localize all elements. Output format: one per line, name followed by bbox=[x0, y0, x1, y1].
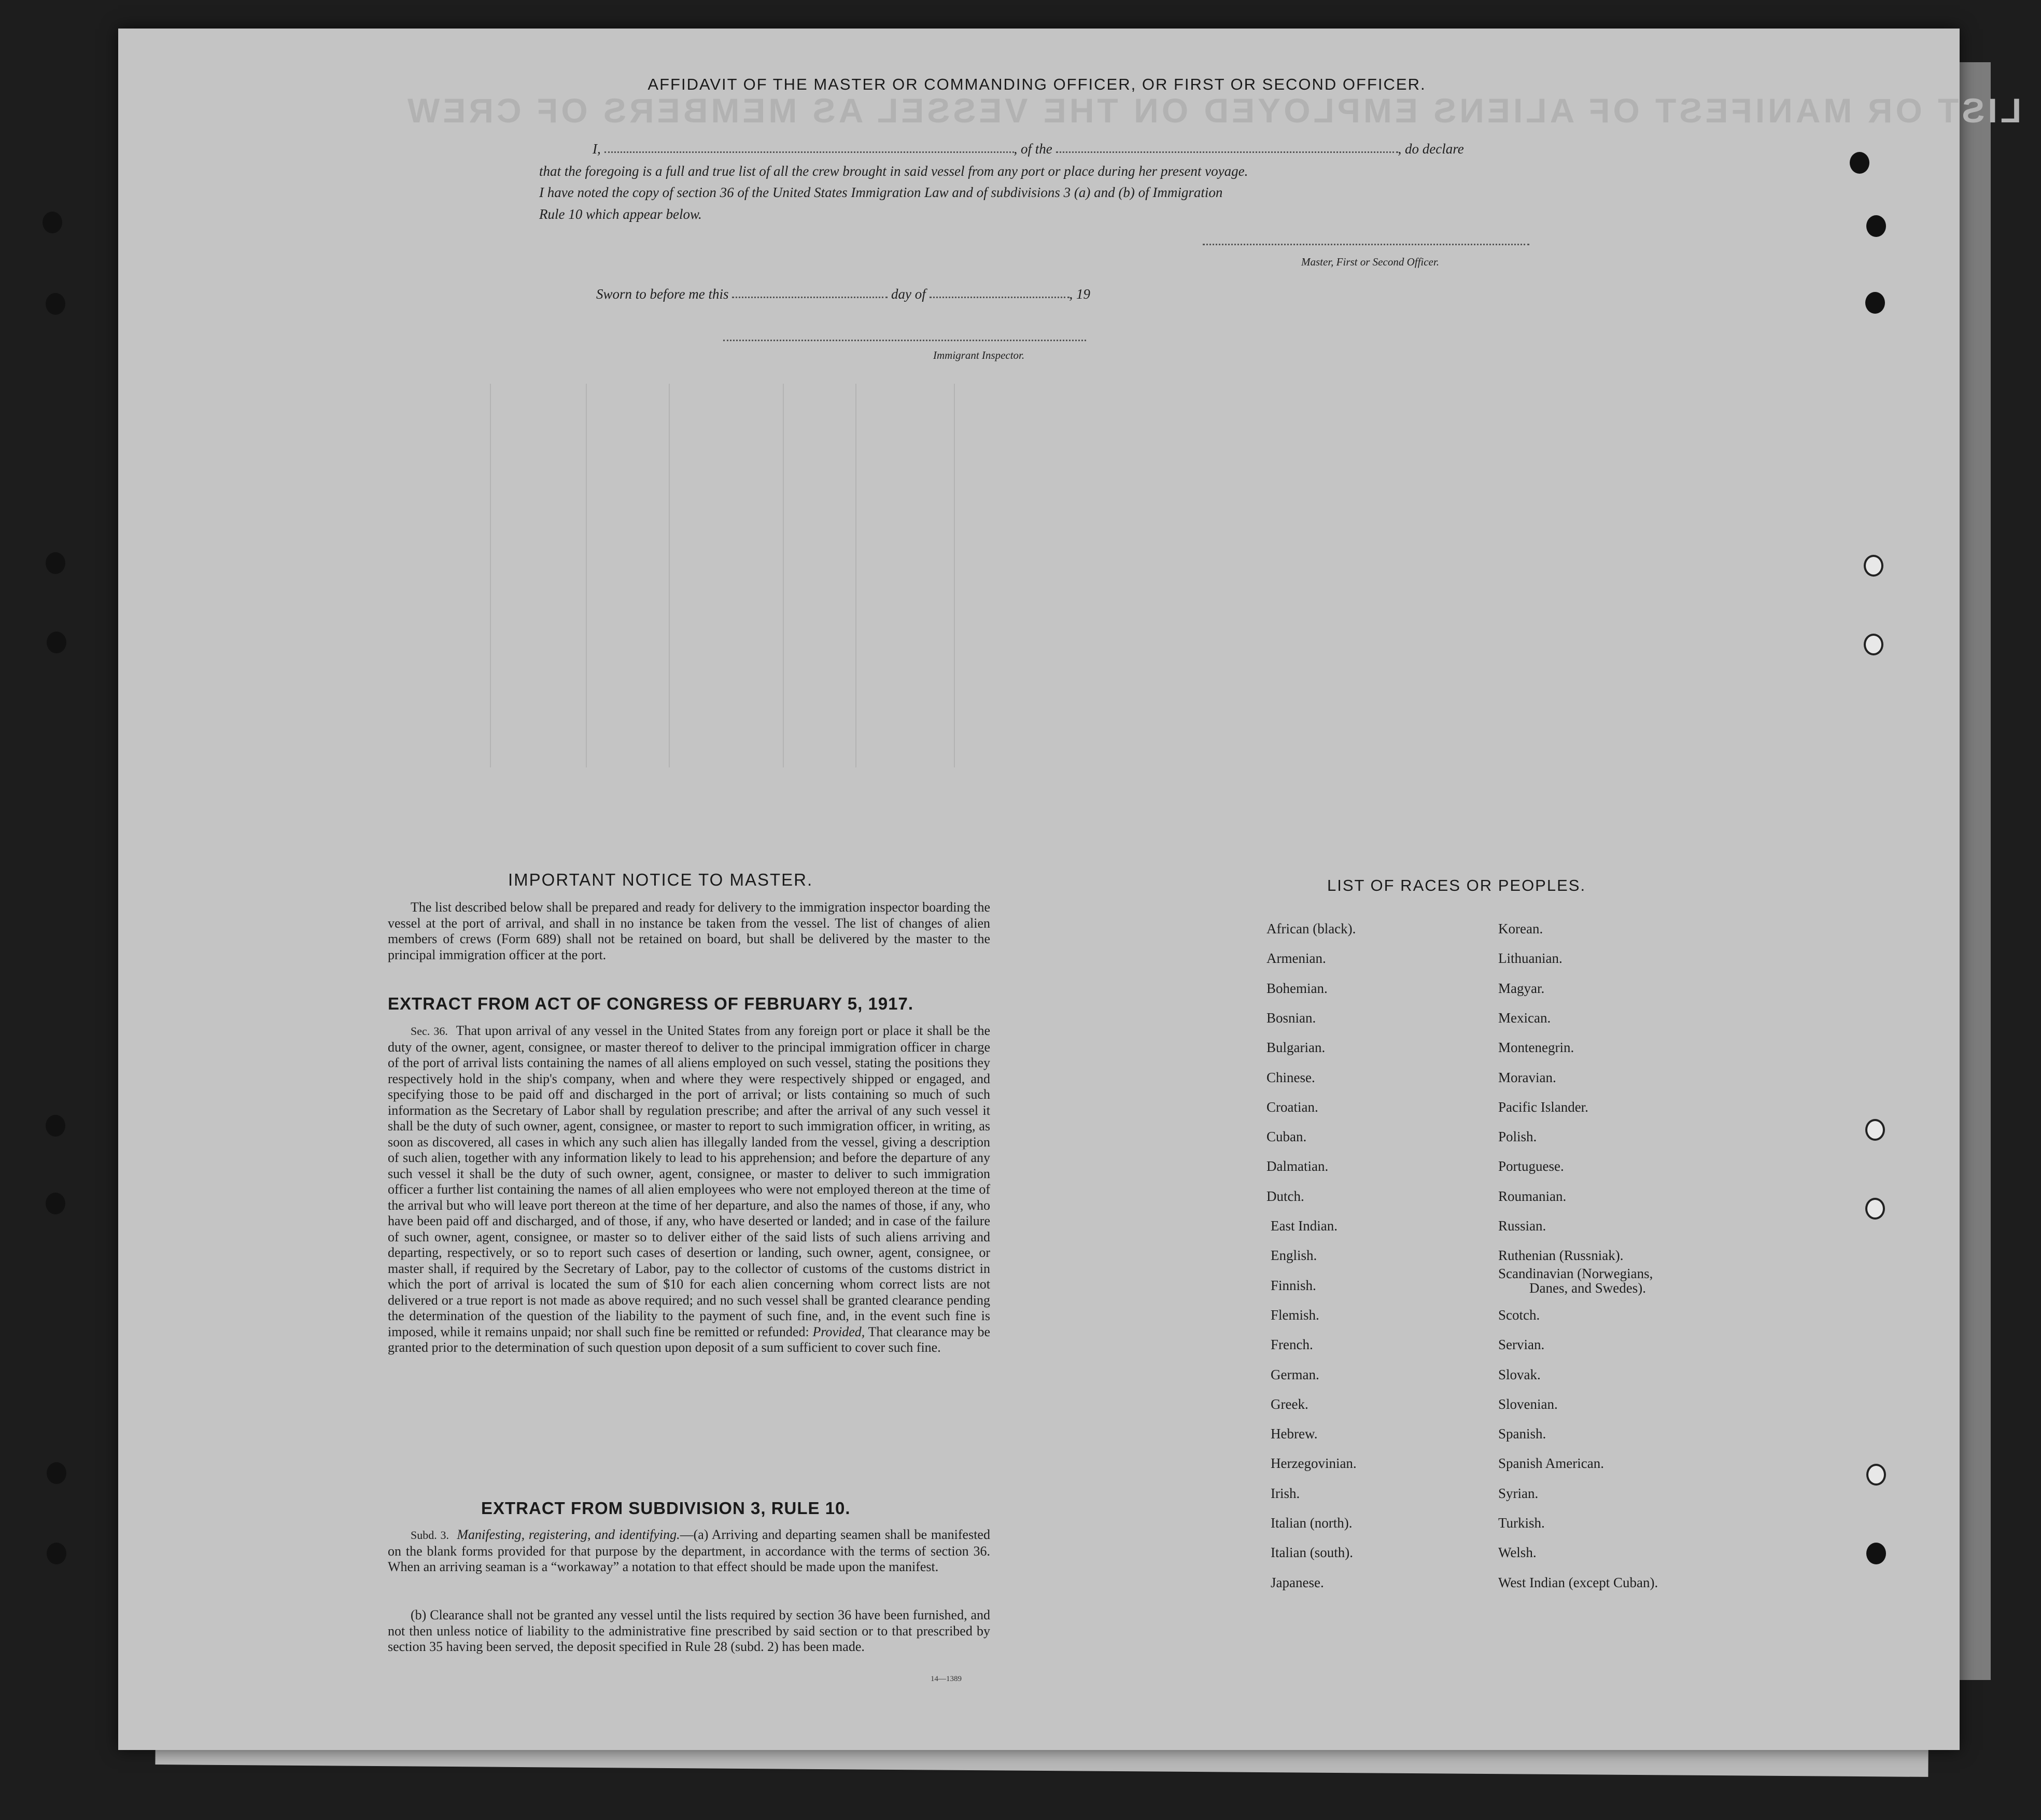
subd-label: Subd. 3. bbox=[411, 1529, 449, 1542]
subd-heading: Manifesting, registering, and identifying. bbox=[457, 1527, 680, 1542]
binder-hole-right-3 bbox=[1865, 292, 1885, 314]
section-36-body: That upon arrival of any vessel in the United States from any foreign port or place it shall be the duty of the owner, agent, consignee, or master thereof to deliver to the principal immigration officer in charge of the port of arrival lists containing the names of all aliens employed on such vessel, stating the positions they respectively hold in the ship's company, when and where they were respectively shipped or engaged, and specifying those to be paid off and discharged in the port of arrival; or lists containing so much of such information as the Secretary of Labor shall by regulation prescribe; and after the arrival of any such vessel it shall be the duty of such owner, agent, consignee, or master to report to such immigration officer, in writing, as soon as discovered, all cases in which any such alien has illegally landed from the vessel, giving a description of such alien, together with any information likely to lead to his apprehension; and before the departure of any such vessel it shall be the duty of such owner, agent, consignee, or master to deliver to such immigration officer a further list containing the names of all alien employees who were not employed thereon at the time of the arrival but who will leave port thereon at the time of her departure, and also the names of those, if any, who have been paid off and discharged, and of those, if any, who have deserted or landed; and in case of the failure of such owner, agent, consignee, or master so to deliver either of the said lists of such aliens arriving and departing, respectively, or so to report such cases of desertion or landing, such owner, agent, consignee, or master shall, if required by the Secretary of Labor, pay to the collector of customs of the customs district in which the port of arrival is located the sum of $10 for each alien concerning whom correct lists are not delivered or a true report is not made as above required; and no such vessel shall be granted clearance pending the determination of the question of the liability to the payment of such fine, and, in the event such fine is imposed, while it remains unpaid; nor shall such fine be remitted or refunded: bbox=[388, 1023, 991, 1339]
notice-title: IMPORTANT NOTICE TO MASTER. bbox=[508, 870, 813, 889]
day-of-text: day of bbox=[891, 286, 926, 302]
race-item: Moravian. bbox=[1498, 1069, 1556, 1085]
binder-hole-left-1 bbox=[43, 212, 62, 233]
affidavit-line-4: Rule 10 which appear below. bbox=[539, 206, 702, 222]
race-item: Italian (south). bbox=[1271, 1545, 1353, 1561]
extract-act-title: EXTRACT FROM ACT OF CONGRESS OF FEBRUARY 5, 1917. bbox=[388, 994, 914, 1013]
race-item: French. bbox=[1271, 1337, 1313, 1353]
affidavit-i: I, bbox=[593, 141, 601, 157]
race-item: English. bbox=[1271, 1248, 1317, 1264]
subd-part-a: —(a) Arriving and departing seamen shall be manifested on the blank forms provided for that purpose by the department, in accordance with the terms of section 36. When an arriving seaman is a “workaway” a notation to that effect should be made upon the manifest. bbox=[388, 1527, 990, 1574]
subd-part-b: (b) Clearance shall not be granted any vessel until the lists required by section 36 have been furnished, and not then unless notice of liability to the administrative fine prescribed by said section or to that prescribed by section 35 having been served, the deposit specified in Rule 28 (subd. 2) has been made. bbox=[388, 1607, 990, 1654]
sworn-line bbox=[596, 286, 1090, 302]
grid-line bbox=[855, 384, 856, 767]
affidavit-declare: , do declare bbox=[1398, 141, 1464, 157]
race-item: Irish. bbox=[1271, 1485, 1300, 1501]
sworn-text: Sworn to before me this bbox=[596, 286, 729, 302]
sworn-day-blank bbox=[732, 292, 888, 298]
race-item: Scandinavian (Norwegians, bbox=[1498, 1265, 1653, 1281]
race-item: Servian. bbox=[1498, 1337, 1545, 1353]
race-item: Korean. bbox=[1498, 921, 1543, 936]
race-item: Russian. bbox=[1498, 1218, 1546, 1234]
section-36-end: That clearance may be granted prior to the determination of such question upon deposit of a sum sufficient to cover such fine. bbox=[388, 1324, 991, 1355]
affidavit-title: AFFIDAVIT OF THE MASTER OR COMMANDING OFFICER, OR FIRST OR SECOND OFFICER. bbox=[648, 75, 1426, 93]
race-item: Croatian. bbox=[1266, 1099, 1318, 1115]
extract-rule-title: EXTRACT FROM SUBDIVISION 3, RULE 10. bbox=[481, 1499, 851, 1518]
grid-line bbox=[783, 384, 784, 767]
race-item: Turkish. bbox=[1498, 1515, 1545, 1531]
races-title: LIST OF RACES OR PEOPLES. bbox=[1327, 876, 1586, 894]
binder-hole-right-6 bbox=[1865, 1119, 1885, 1141]
race-item: Welsh. bbox=[1498, 1545, 1537, 1561]
race-item: East Indian. bbox=[1271, 1218, 1338, 1234]
race-item: Spanish American. bbox=[1498, 1455, 1604, 1472]
binder-hole-right-9 bbox=[1866, 1543, 1886, 1564]
race-item: Polish. bbox=[1498, 1129, 1537, 1145]
binder-hole-left-6 bbox=[46, 1193, 65, 1214]
extract-rule-text-a bbox=[388, 1527, 990, 1575]
binder-hole-left-3 bbox=[46, 552, 65, 574]
section-label: Sec. 36. bbox=[411, 1025, 448, 1038]
affidavit-line-3: I have noted the copy of section 36 of the United States Immigration Law and of subdivisions 3 (a) and (b) of Immigration bbox=[539, 185, 1223, 200]
race-item: Bohemian. bbox=[1266, 980, 1328, 996]
race-item: Bosnian. bbox=[1266, 1010, 1316, 1026]
race-item: Armenian. bbox=[1266, 950, 1326, 967]
binder-hole-left-2 bbox=[46, 293, 65, 315]
affidavit-of-the: , of the bbox=[1014, 141, 1052, 157]
affidavit-line-2: that the foregoing is a full and true list of all the crew brought in said vessel from any port or place during her present voyage. bbox=[539, 163, 1248, 179]
race-item: Danes, and Swedes). bbox=[1529, 1280, 1646, 1296]
name-blank bbox=[604, 147, 1014, 153]
master-signature-line bbox=[1203, 244, 1529, 245]
extract-rule-text-b bbox=[388, 1607, 990, 1655]
race-item: Finnish. bbox=[1271, 1277, 1316, 1293]
race-item: Dalmatian. bbox=[1266, 1158, 1329, 1174]
inspector-signature-line bbox=[723, 340, 1086, 341]
race-item: Spanish. bbox=[1498, 1426, 1546, 1442]
race-item: Ruthenian (Russniak). bbox=[1498, 1248, 1624, 1264]
binder-hole-left-7 bbox=[47, 1462, 66, 1484]
race-item: Cuban. bbox=[1266, 1129, 1307, 1145]
provided-word: Provided, bbox=[812, 1324, 865, 1339]
race-item: Mexican. bbox=[1498, 1010, 1551, 1026]
binder-hole-right-4 bbox=[1864, 555, 1883, 577]
bleed-through-title: LIST OR MANIFEST OF ALIENS EMPLOYED ON THE VESSEL AS MEMBERS OF CREW bbox=[404, 91, 2022, 130]
vessel-blank bbox=[1056, 147, 1398, 153]
binder-hole-left-5 bbox=[46, 1115, 65, 1137]
race-item: Portuguese. bbox=[1498, 1158, 1564, 1174]
sworn-month-blank bbox=[930, 292, 1069, 298]
race-item: Italian (north). bbox=[1271, 1515, 1353, 1531]
binder-hole-right-5 bbox=[1864, 634, 1883, 655]
extract-act-text bbox=[388, 1023, 990, 1356]
affidavit-declaration-line bbox=[593, 141, 1464, 157]
race-item: German. bbox=[1271, 1366, 1319, 1382]
binder-hole-right-7 bbox=[1865, 1198, 1885, 1220]
race-item: Syrian. bbox=[1498, 1485, 1539, 1501]
binder-hole-right-2 bbox=[1866, 215, 1886, 237]
race-item: Japanese. bbox=[1271, 1574, 1324, 1590]
race-item: Hebrew. bbox=[1271, 1426, 1318, 1442]
race-item: Flemish. bbox=[1271, 1307, 1319, 1323]
race-item: West Indian (except Cuban). bbox=[1498, 1574, 1658, 1590]
notice-body: The list described below shall be prepared and ready for delivery to the immigration inspector boarding the vessel at the port of arrival, and shall in no instance be taken from the vessel. The list of changes of alien members of crews (Form 689) shall not be retained on board, but shall be delivered by the master to the principal immigration officer at the port. bbox=[388, 900, 990, 962]
form-number: 14—1389 bbox=[931, 1675, 962, 1683]
inspector-caption: Immigrant Inspector. bbox=[933, 349, 1025, 361]
race-item: Dutch. bbox=[1266, 1188, 1304, 1204]
binder-hole-left-4 bbox=[47, 632, 66, 653]
race-item: Magyar. bbox=[1498, 980, 1545, 996]
grid-line bbox=[586, 384, 587, 767]
race-item: Montenegrin. bbox=[1498, 1040, 1574, 1056]
binder-hole-left-8 bbox=[47, 1543, 66, 1564]
binder-hole-right-8 bbox=[1866, 1464, 1886, 1486]
race-item: Slovenian. bbox=[1498, 1396, 1558, 1412]
race-item: Herzegovinian. bbox=[1271, 1455, 1357, 1472]
race-item: Roumanian. bbox=[1498, 1188, 1567, 1204]
race-item: Slovak. bbox=[1498, 1366, 1541, 1382]
race-item: Pacific Islander. bbox=[1498, 1099, 1588, 1115]
race-item: Greek. bbox=[1271, 1396, 1308, 1412]
race-item: African (black). bbox=[1266, 921, 1356, 936]
notice-text bbox=[388, 900, 990, 963]
master-caption: Master, First or Second Officer. bbox=[1301, 256, 1439, 268]
race-item: Lithuanian. bbox=[1498, 950, 1563, 967]
binder-hole-right-1 bbox=[1850, 152, 1869, 174]
grid-line bbox=[669, 384, 670, 767]
race-item: Scotch. bbox=[1498, 1307, 1540, 1323]
grid-line bbox=[954, 384, 955, 767]
race-item: Chinese. bbox=[1266, 1069, 1315, 1085]
race-item: Bulgarian. bbox=[1266, 1040, 1326, 1056]
grid-line bbox=[490, 384, 491, 767]
year-text: , 19 bbox=[1069, 286, 1090, 302]
